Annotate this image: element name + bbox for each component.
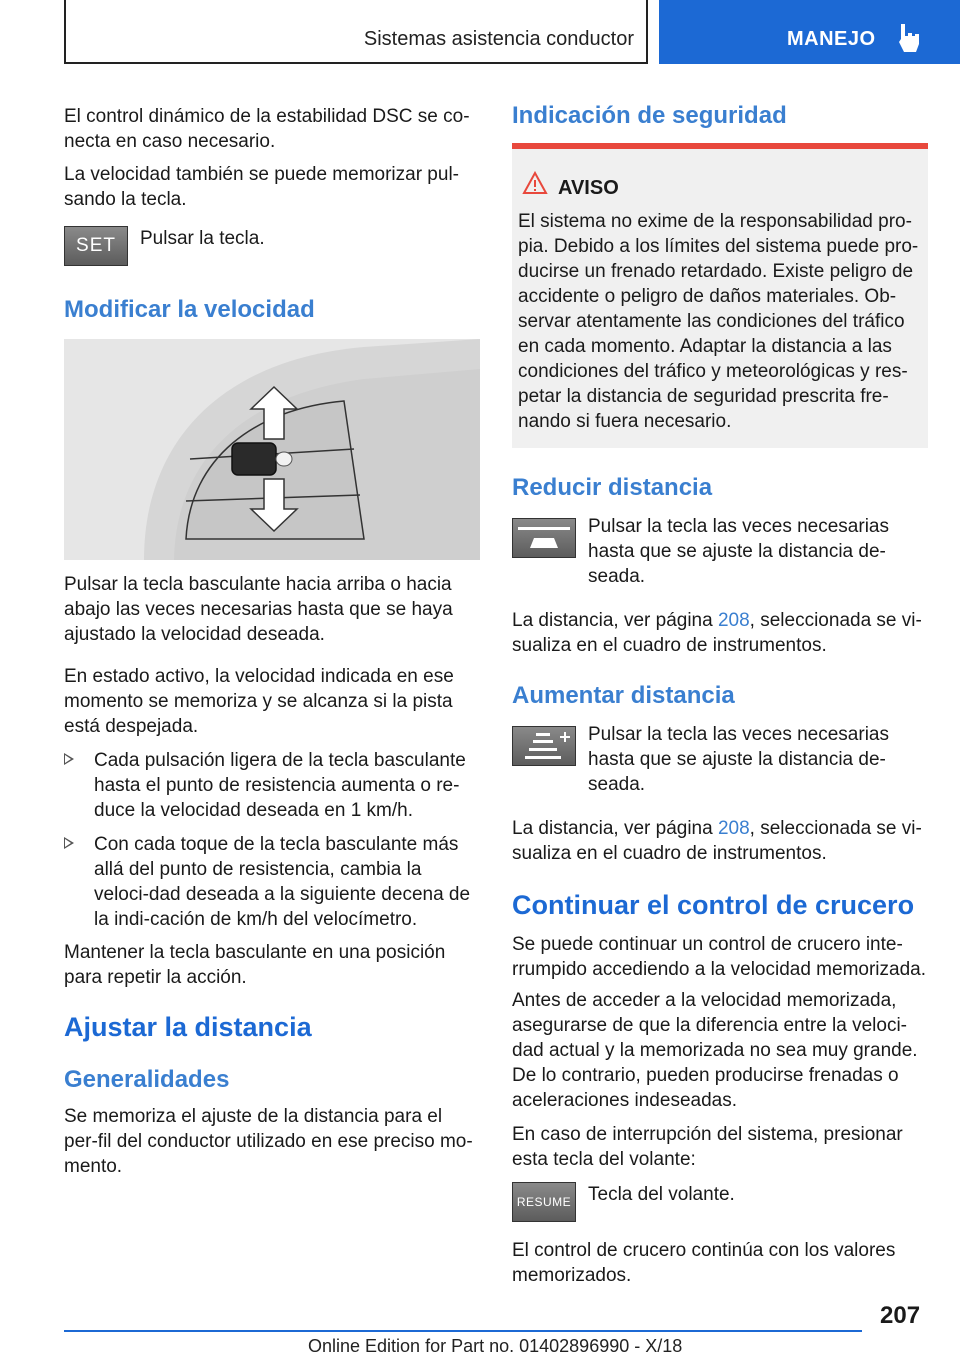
ref2-text-a: La distancia, ver página: [512, 818, 718, 839]
reducir-caption: [588, 514, 928, 589]
warning-triangle-icon: [522, 171, 548, 195]
paragraph-dsc: El control dinámico de la estabilidad DSC se co-necta en caso necesario.: [64, 106, 470, 152]
bullet-triangle-icon: [64, 753, 74, 765]
paragraph-tecla-basculante: Pulsar la tecla basculante hacia arriba o hacia abajo las veces necesarias hasta que se haya ajustado la velocidad deseada.: [64, 574, 453, 645]
ref1-text-a: La distancia, ver página: [512, 610, 718, 631]
resume-caption: Tecla del volante.: [588, 1184, 735, 1205]
page-link-208[interactable]: 208: [717, 818, 750, 839]
paragraph-estado-activo: En estado activo, la velocidad indicada en ese momento se memoriza y se alcanza si la pista está despejada.: [64, 666, 454, 737]
warning-box: [512, 143, 928, 448]
distance-increase-key-icon: [512, 726, 576, 766]
steering-wheel-rocker-illustration: [64, 339, 480, 560]
paragraph-ref-distancia-2: [512, 816, 928, 866]
bullet-triangle-icon: [64, 837, 74, 849]
paragraph-ref-distancia-1: [512, 608, 928, 658]
header-section-title: Sistemas asistencia conductor: [363, 28, 634, 50]
heading-modificar-velocidad: Modificar la velocidad: [64, 296, 315, 323]
set-key-caption: Pulsar la tecla.: [140, 228, 265, 249]
paragraph-continuar: Se puede continuar un control de crucero inte-rrumpido accediendo a la velocidad memorizada.: [512, 934, 927, 980]
footer-divider: [64, 1330, 862, 1332]
pointing-hand-icon: [895, 22, 923, 54]
paragraph-memorizar: La velocidad también se puede memorizar pul-sando la tecla.: [64, 164, 459, 210]
footer-edition: Online Edition for Part no. 01402896990 - X/18: [308, 1336, 683, 1356]
resume-key-label: RESUME: [516, 1195, 572, 1209]
paragraph-antes: Antes de acceder a la velocidad memorizada, asegurarse de que la diferencia entre la veloci-dad actual y la memorizada no sea muy grande. De lo contrario, pueden producirse frenadas o aceleraciones indeseadas.: [512, 990, 918, 1111]
heading-ajustar-distancia: Ajustar la distancia: [64, 1012, 312, 1042]
heading-aumentar-distancia: Aumentar distancia: [512, 682, 735, 709]
set-key-label: SET: [76, 235, 116, 256]
list-item: [64, 832, 480, 932]
set-key-icon: [64, 226, 128, 266]
heading-generalidades: Generalidades: [64, 1066, 230, 1093]
heading-indicacion-seguridad: Indicación de seguridad: [512, 102, 787, 129]
paragraph-continua: El control de crucero continúa con los valores memorizados.: [512, 1240, 896, 1286]
header-chapter-title: MANEJO: [787, 28, 876, 50]
page-link-208[interactable]: 208: [717, 610, 750, 631]
bullet-text: Cada pulsación ligera de la tecla basculante hasta el punto de resistencia aumenta o re-duce la velocidad deseada en 1 km/h.: [94, 750, 466, 821]
aumentar-caption: [588, 722, 928, 797]
paragraph-interrupcion: En caso de interrupción del sistema, presionar esta tecla del volante:: [512, 1124, 903, 1170]
header-chapter-tab: [659, 0, 960, 64]
heading-reducir-distancia: Reducir distancia: [512, 474, 713, 501]
warning-text: El sistema no exime de la responsabilidad pro-pia. Debido a los límites del sistema puede pro-ducirse un frenado retardado. Existe peligro de accidente o peligro de daños materiales. Ob-servar atentamente las condiciones del tráfico en cada momento. Adaptar la distancia a las condiciones del tráfico y meteorológicas y res-petar la distancia de seguridad prescrita fre-nando si fuera necesario.: [518, 211, 919, 432]
reducir-text: Pulsar la tecla las veces necesarias hasta que se ajuste la distancia de-seada.: [588, 516, 889, 587]
list-item: [64, 748, 480, 823]
ref2-text-b: , seleccionada se vi-sualiza en el cuadro de instrumentos.: [512, 818, 922, 864]
bullet-text: Con cada toque de la tecla basculante más allá del punto de resistencia, cambia la veloci-dad deseada a la siguiente decena de la indi-cación de km/h del velocímetro.: [94, 834, 471, 930]
header-section-tab: [64, 0, 648, 64]
page-number: 207: [880, 1302, 921, 1329]
ref1-text-b: , seleccionada se vi-sualiza en el cuadro de instrumentos.: [512, 610, 922, 656]
paragraph-mantener: Mantener la tecla basculante en una posición para repetir la acción.: [64, 942, 446, 988]
paragraph-generalidades: Se memoriza el ajuste de la distancia para el per-fil del conductor utilizado en ese preciso mo-mento.: [64, 1106, 473, 1177]
heading-continuar-control-crucero: Continuar el control de crucero: [512, 890, 915, 920]
resume-key-icon: [512, 1182, 576, 1222]
distance-decrease-key-icon: [512, 518, 576, 558]
warning-title: AVISO: [558, 177, 619, 199]
aumentar-text: Pulsar la tecla las veces necesarias hasta que se ajuste la distancia de-seada.: [588, 724, 889, 795]
